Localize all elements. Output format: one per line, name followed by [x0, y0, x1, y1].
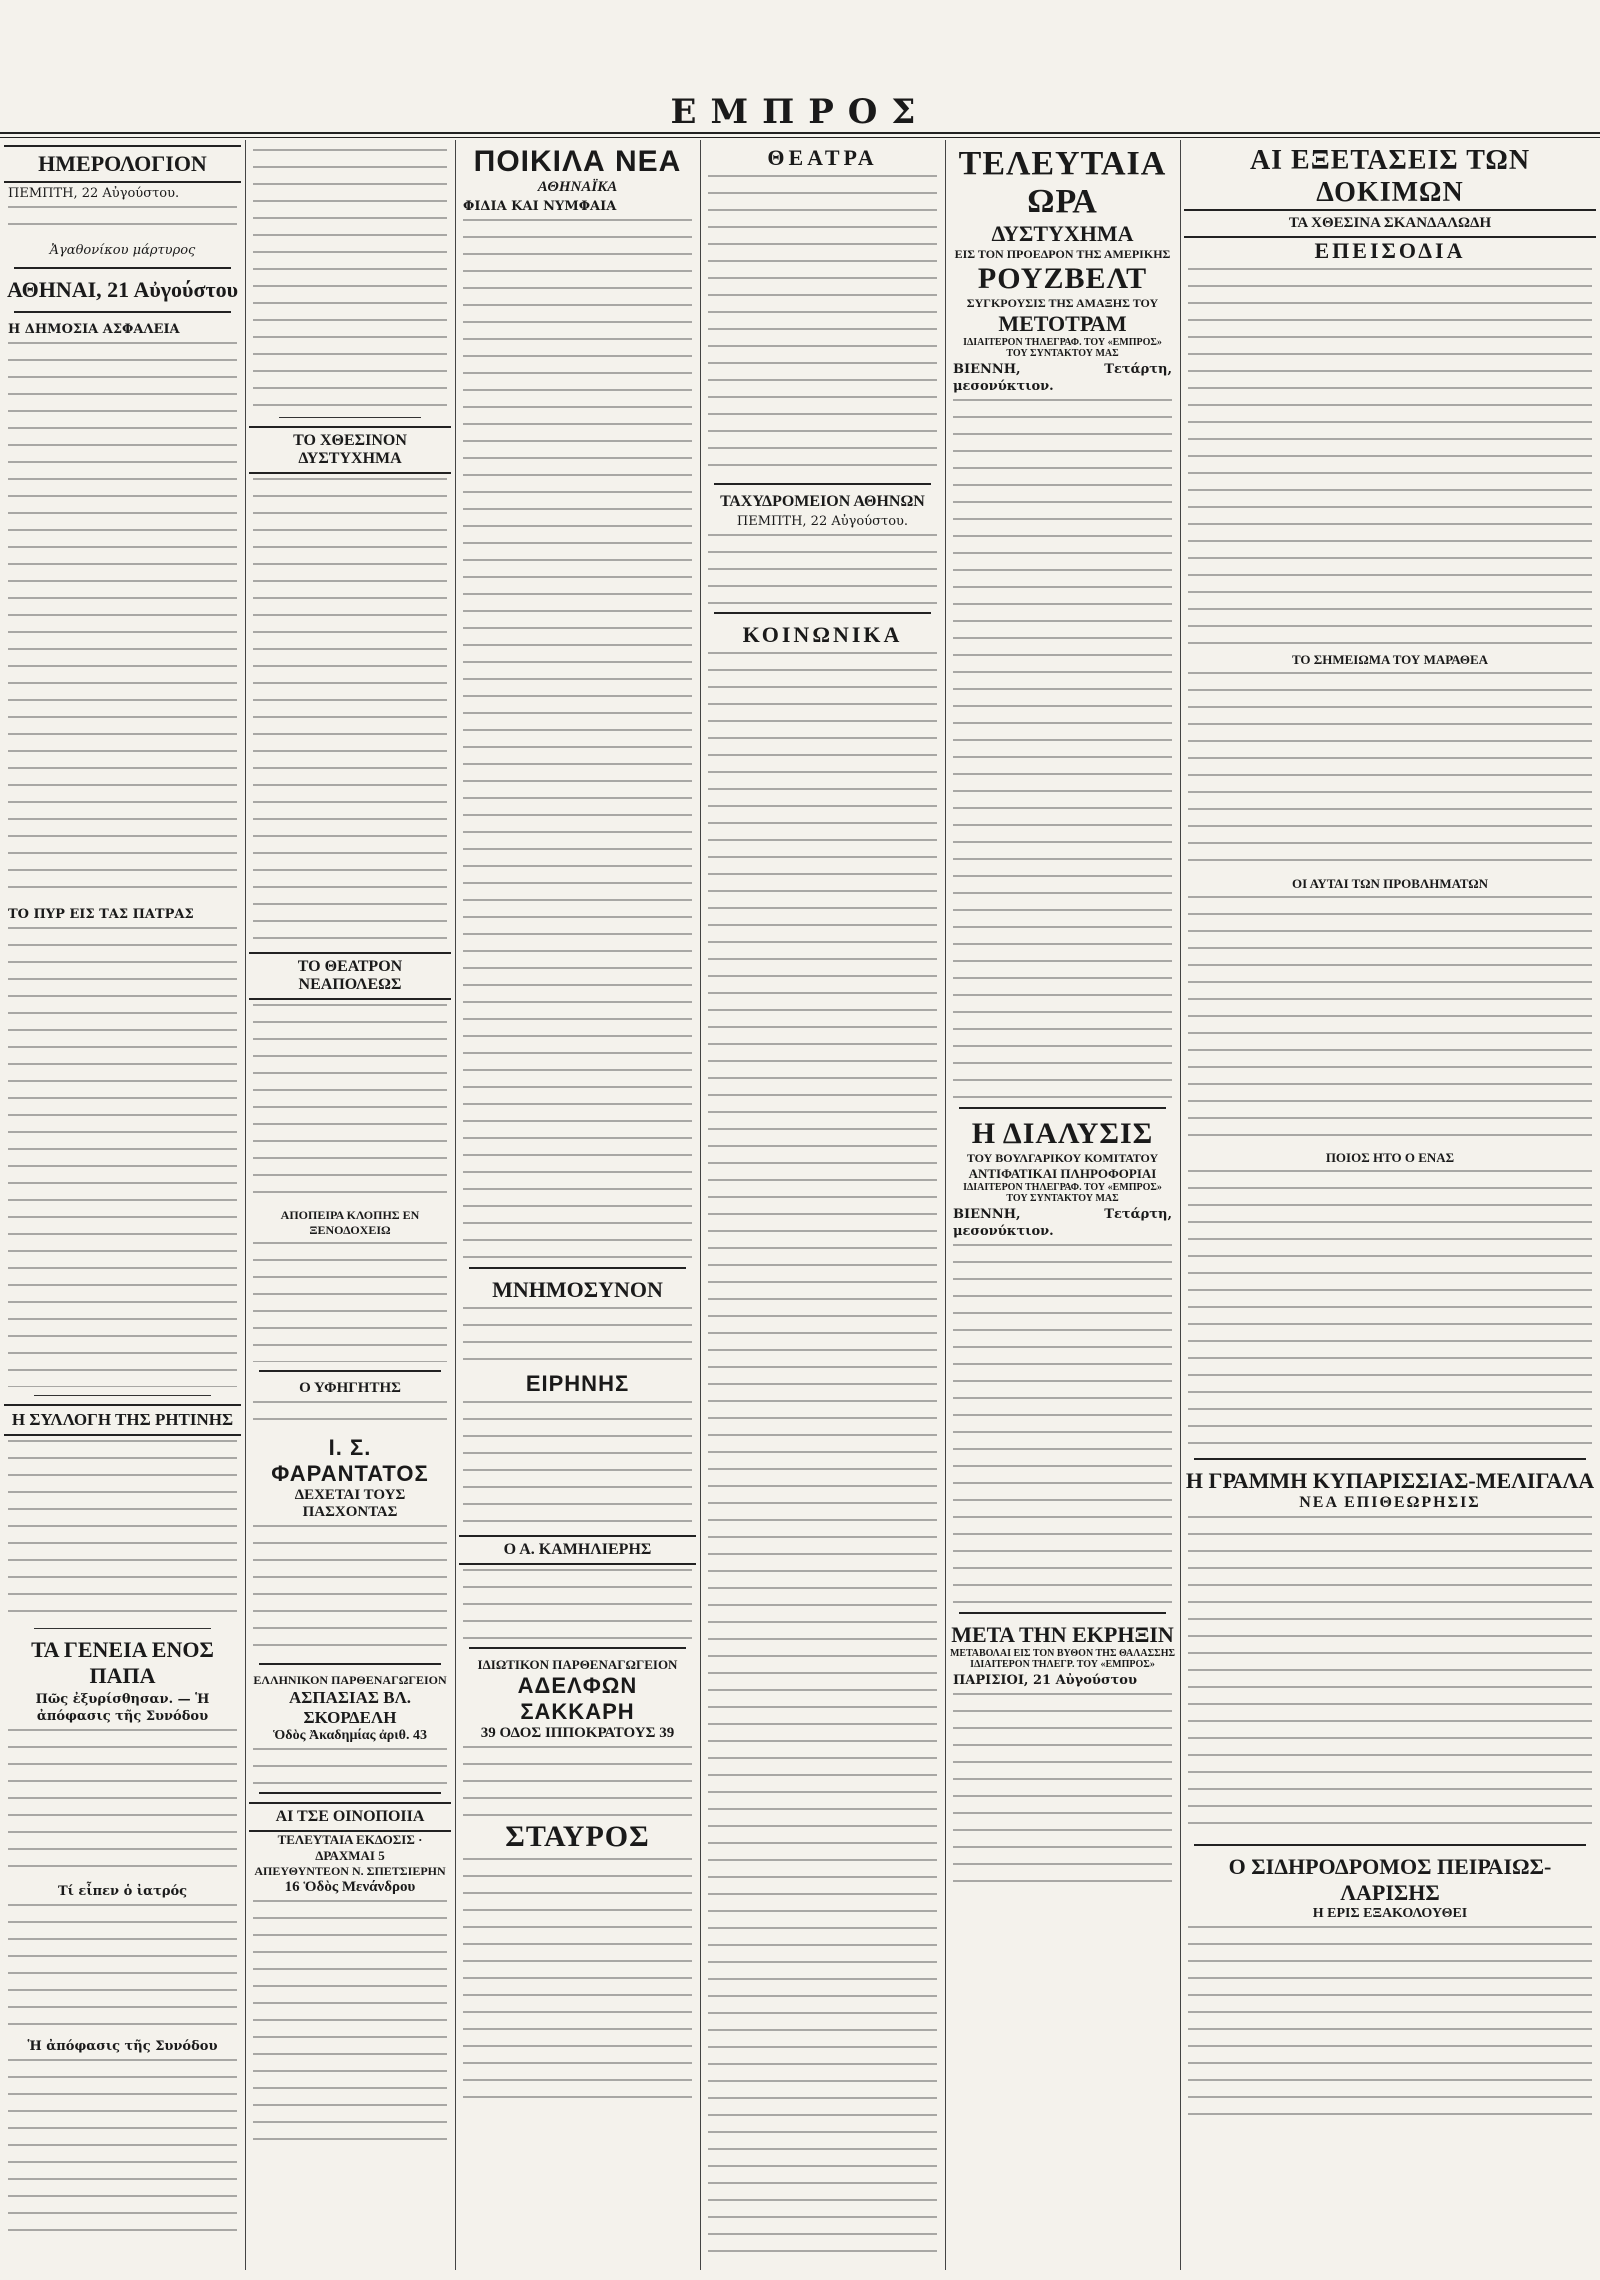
dissolution-subtitle: ΤΟΥ ΒΟΥΛΓΑΡΙΚΟΥ ΚΟΜΙΤΑΤΟΥ	[966, 1151, 1159, 1165]
martyr-line: Ἀγαθονίκου μάρτυρος	[49, 243, 196, 258]
marathon-title: ΤΟ ΣΗΜΕΙΩΜΑ ΤΟΥ ΜΑΡΑΘΕΑ	[1291, 652, 1489, 667]
column-rule	[945, 140, 946, 2270]
body-text	[253, 1401, 447, 1431]
dissolution-title: Η ΔΙΑΛΥΣΙΣ	[971, 1117, 1154, 1150]
column-rule	[455, 140, 456, 2270]
vienna-dateline: ΒΙΕΝΝΗ, Τετάρτη, μεσονύκτιον.	[953, 362, 1172, 394]
divider	[14, 267, 231, 269]
body-text	[253, 1748, 447, 1784]
divider	[34, 1628, 211, 1629]
body-text	[8, 927, 237, 1387]
contradictory-line: ΑΝΤΙΦΑΤΙΚΑΙ ΠΛΗΡΟΦΟΡΙΑΙ	[968, 1166, 1157, 1181]
divider	[714, 483, 931, 485]
body-text	[8, 1729, 237, 1879]
column-4	[704, 145, 941, 2270]
synod-subtitle: Ἡ ἀπόφασις τῆς Συνόδου	[27, 2039, 218, 2054]
wire-line: ΙΔΙΑΙΤΕΡΟΝ ΤΗΛΕΓΡΑΦ. ΤΟΥ «ΕΜΠΡΟΣ»	[963, 337, 1162, 348]
divider	[259, 1663, 441, 1665]
ad3-address: 16 Ὁδὸς Μενάνδρου	[284, 1879, 416, 1895]
rail-subtitle: Η ΕΡΙΣ ΕΞΑΚΟΛΟΥΘΕΙ	[1312, 1906, 1468, 1921]
column-5	[949, 145, 1176, 2270]
stavros-title: ΣΤΑΥΡΟΣ	[505, 1820, 650, 1853]
body-text	[1188, 672, 1592, 872]
body-text	[1188, 896, 1592, 1146]
chimney-title: Ο Α. ΚΑΜΗΛΙΕΡΗΣ	[459, 1535, 696, 1565]
wire3-line: ΙΔΙΑΙΤΕΡΟΝ ΤΗΛΕΓΡ. ΤΟΥ «ΕΜΠΡΟΣ»	[970, 1659, 1155, 1670]
ad3-name: ΤΕΛΕΥΤΑΙΑ ΕΚΔΟΣΙΣ · ΔΡΑΧΜΑΙ 5	[277, 1832, 423, 1863]
diary-date: ΠΕΜΠΤΗ, 22 Αὐγούστου.	[8, 186, 180, 201]
beard-subtitle: Πῶς ἐξυρίσθησαν. — Ἡ ἀπόφασις τῆς Συνόδου	[35, 1692, 210, 1724]
accident-subtitle: ΕΙΣ ΤΟΝ ΠΡΟΕΔΡΟΝ ΤΗΣ ΑΜΕΡΙΚΗΣ	[954, 247, 1171, 261]
athens-section: ΑΘΗΝΑΪΚΑ	[537, 179, 618, 195]
patras-label: ΤΟ ΠΥΡ ΕΙΣ ΤΑΣ ΠΑΤΡΑΣ	[8, 907, 194, 922]
body-text	[253, 1242, 447, 1362]
body-text	[708, 652, 937, 2252]
body-text	[8, 2059, 237, 2239]
body-text	[8, 206, 237, 238]
snake-label: ΦΙΔΙΑ ΚΑΙ ΝΥΜΦΑΙΑ	[463, 199, 617, 214]
divider	[34, 1395, 211, 1396]
divider	[959, 1612, 1166, 1614]
paris-dateline: ΠΑΡΙΣΙΟΙ, 21 Αὐγούστου	[953, 1673, 1137, 1688]
column-1	[4, 145, 241, 2270]
school-title: ΙΔΙΩΤΙΚΟΝ ΠΑΡΘΕΝΑΓΩΓΕΙΟΝ	[477, 1657, 678, 1672]
roosevelt-title: ΡΟΥΖΒΕΛΤ	[977, 262, 1148, 295]
masthead-rule-thin	[0, 137, 1600, 138]
peace-title: ΕΙΡΗΝΗΣ	[525, 1371, 630, 1396]
lead-label: Η ΔΗΜΟΣΙΑ ΑΣΦΑΛΕΙΑ	[8, 322, 180, 337]
divider	[1194, 1458, 1586, 1460]
body-text	[8, 1904, 237, 2034]
ad1-lead: Ο ΥΦΗΓΗΤΗΣ	[299, 1380, 401, 1396]
ad2-subtitle: Ὁδὸς Ἀκαδημίας ἀριθ. 43	[273, 1728, 427, 1743]
wire-sub: ΤΟΥ ΣΥΝΤΑΚΤΟΥ ΜΑΣ	[1006, 348, 1119, 359]
column-2	[249, 145, 451, 2270]
collision-line: ΣΥΓΚΡΟΥΣΙΣ ΤΗΣ ΑΜΑΞΗΣ ΤΟΥ	[966, 296, 1159, 310]
line-title: Η ΓΡΑΜΜΗ ΚΥΠΑΡΙΣΣΙΑΣ-ΜΕΛΙΓΑΛΑ	[1185, 1468, 1595, 1493]
ad2-name: ΑΣΠΑΣΙΑΣ ΒΛ. ΣΚΟΡΔΕΛΗ	[288, 1688, 412, 1727]
rail-title: Ο ΣΙΔΗΡΟΔΡΟΜΟΣ ΠΕΙΡΑΙΩΣ-ΛΑΡΙΣΗΣ	[1228, 1854, 1552, 1905]
body-text	[1188, 1926, 1592, 2126]
vienna2-dateline: ΒΙΕΝΝΗ, Τετάρτη, μεσονύκτιον.	[953, 1207, 1172, 1239]
memorial-title: ΜΝΗΜΟΣΥΝΟΝ	[492, 1277, 663, 1302]
divider	[259, 1370, 441, 1372]
after-title: ΜΕΤΑ ΤΗΝ ΕΚΡΗΞΙΝ	[951, 1622, 1174, 1647]
divider	[279, 417, 421, 418]
column-6	[1184, 145, 1596, 2270]
theatre-title: ΤΟ ΘΕΑΤΡΟΝ ΝΕΑΠΟΛΕΩΣ	[249, 952, 451, 1000]
body-text	[953, 399, 1172, 1099]
body-text	[8, 342, 237, 902]
body-text	[1188, 1516, 1592, 1836]
ad1-name: Ι. Σ. ΦΑΡΑΝΤΑΤΟΣ	[271, 1435, 429, 1486]
divider	[469, 1267, 686, 1269]
ad3-subtitle: ΑΠΕΥΘΥΝΤΕΟΝ Ν. ΣΠΕΤΣΙΕΡΗΝ	[254, 1864, 446, 1878]
problems-title: ΟΙ ΑΥΤΑΙ ΤΩΝ ΠΡΟΒΛΗΜΑΤΩΝ	[1291, 876, 1489, 891]
misc-news-title: ΠΟΙΚΙΛΑ ΝΕΑ	[473, 145, 682, 178]
after-subtitle: ΜΕΤΑΒΟΛΑΙ ΕΙΣ ΤΟΝ ΒΥΘΟΝ ΤΗΣ ΘΑΛΑΣΣΗΣ	[949, 1648, 1176, 1659]
body-text	[253, 1900, 447, 2140]
post-date: ΠΕΜΠΤΗ, 22 Αὐγούστου.	[736, 514, 909, 529]
body-text	[253, 149, 447, 409]
body-text	[463, 1858, 692, 2098]
body-text	[8, 1440, 237, 1620]
beard-title: ΤΑ ΓΕΝΕΙΑ ΕΝΟΣ ΠΑΠΑ	[31, 1637, 214, 1688]
accident-title: ΔΥΣΤΥΧΗΜΑ	[991, 221, 1134, 246]
body-text	[953, 1693, 1172, 1893]
body-text	[708, 534, 937, 604]
sisters-title: ΑΔΕΛΦΩΝ ΣΑΚΚΑΡΗ	[517, 1673, 638, 1724]
diary-title: ΗΜΕΡΟΛΟΓΙΟΝ	[4, 145, 241, 183]
ad3-lead: ΑΙ ΤΣΕ ΟΙΝΟΠΟΙΙΑ	[249, 1802, 451, 1832]
body-text	[253, 478, 447, 948]
social-title: ΚΟΙΝΩΝΙΚΑ	[742, 622, 903, 647]
theft-title: ΑΠΟΠΕΙΡΑ ΚΛΟΠΗΣ ΕΝ ΞΕΝΟΔΟΧΕΙΩ	[280, 1208, 420, 1237]
disaster-title: ΤΟ ΧΘΕΣΙΝΟΝ ΔΥΣΤΥΧΗΜΑ	[249, 426, 451, 474]
divider	[259, 1792, 441, 1794]
body-text	[463, 1307, 692, 1367]
divider	[959, 1107, 1166, 1109]
ad1-subtitle: ΔΕΧΕΤΑΙ ΤΟΥΣ ΠΑΣΧΟΝΤΑΣ	[294, 1487, 406, 1520]
body-text	[1188, 268, 1592, 648]
body-text	[253, 1525, 447, 1655]
episodes-line: ΕΠΕΙΣΟΔΙΑ	[1314, 238, 1466, 263]
post-title: ΤΑΧΥΔΡΟΜΕΙΟΝ ΑΘΗΝΩΝ	[720, 493, 925, 510]
divider	[1194, 1844, 1586, 1846]
ad2-lead: ΕΛΛΗΝΙΚΟΝ ΠΑΡΘΕΝΑΓΩΓΕΙΟΝ	[253, 1673, 447, 1687]
divider	[714, 612, 931, 614]
wire2-line: ΙΔΙΑΙΤΕΡΟΝ ΤΗΛΕΓΡΑΦ. ΤΟΥ «ΕΜΠΡΟΣ»	[963, 1182, 1162, 1193]
body-text	[463, 1401, 692, 1531]
column-rule	[700, 140, 701, 2270]
masthead-title: ΕΜΠΡΟΣ	[670, 92, 930, 132]
divider	[469, 1647, 686, 1649]
doctor-subtitle: Τί εἶπεν ὁ ἰατρός	[57, 1884, 188, 1899]
school-address: 39 ΟΔΟΣ ΙΠΠΟΚΡΑΤΟΥΣ 39	[480, 1725, 675, 1741]
column-3	[459, 145, 696, 2270]
metro-line: ΜΕΤΟΤΡΑΜ	[998, 311, 1127, 336]
body-text	[953, 1244, 1172, 1604]
column-rule	[245, 140, 246, 2270]
exams-title: ΑΙ ΕΞΕΤΑΣΕΙΣ ΤΩΝ ΔΟΚΙΜΩΝ	[1249, 145, 1531, 208]
scandal-subtitle: ΤΑ ΧΘΕΣΙΝΑ ΣΚΑΝΔΑΛΩΔΗ	[1184, 209, 1596, 238]
dateline: ΑΘΗΝΑΙ, 21 Αὐγούστου	[7, 277, 238, 302]
body-text	[708, 175, 937, 475]
line-subtitle: ΝΕΑ ΕΠΙΘΕΩΡΗΣΙΣ	[1299, 1494, 1481, 1511]
body-text	[253, 1004, 447, 1204]
theatres-title: ΘΕΑΤΡΑ	[767, 145, 878, 170]
body-text	[463, 1569, 692, 1639]
column-rule	[1180, 140, 1181, 2270]
wire2-sub: ΤΟΥ ΣΥΝΤΑΚΤΟΥ ΜΑΣ	[1006, 1193, 1119, 1204]
body-text	[1188, 1170, 1592, 1450]
resin-title: Η ΣΥΛΛΟΓΗ ΤΗΣ ΡΗΤΙΝΗΣ	[4, 1404, 241, 1436]
divider	[14, 311, 231, 313]
who-title: ΠΟΙΟΣ ΗΤΟ Ο ΕΝΑΣ	[1325, 1150, 1455, 1165]
masthead	[0, 0, 1600, 130]
last-hour-title: ΤΕΛΕΥΤΑΙΑ ΩΡΑ	[958, 145, 1167, 220]
masthead-rule	[0, 132, 1600, 134]
body-text	[463, 219, 692, 1259]
body-text	[463, 1746, 692, 1816]
